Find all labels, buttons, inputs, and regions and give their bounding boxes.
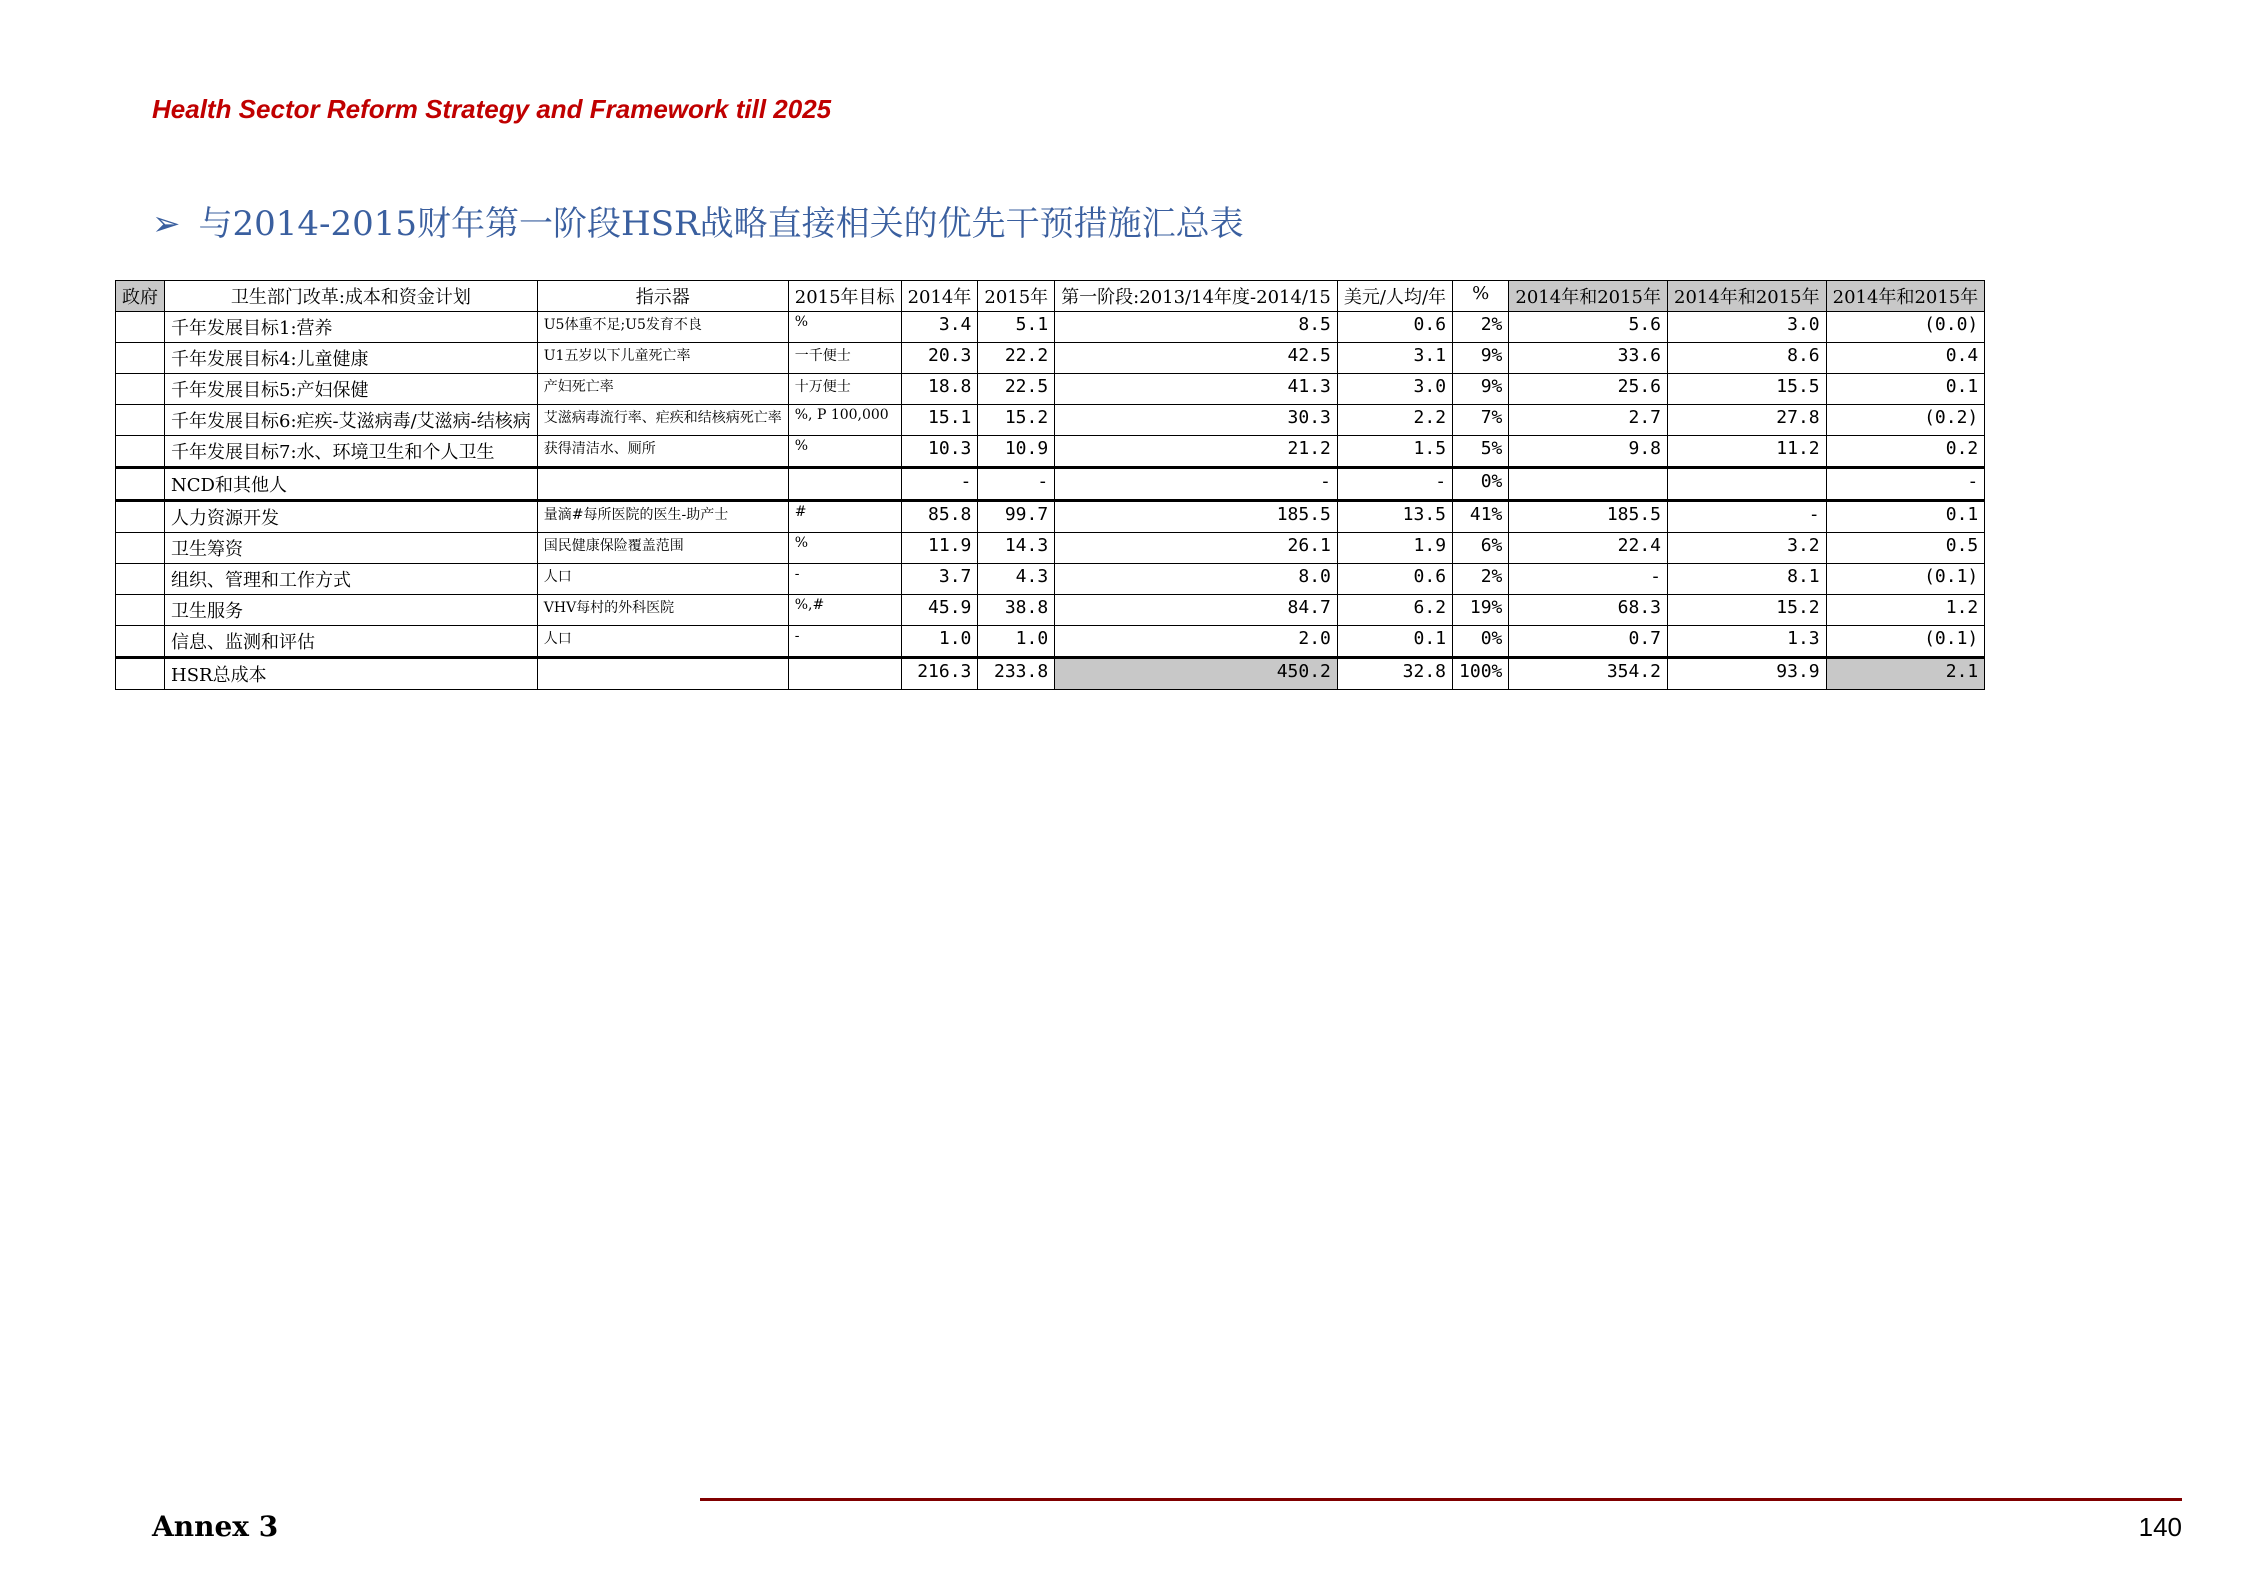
table-row: 千年发展目标5:产妇保健 产妇死亡率 十万便士 18.8 22.5 41.3 3.0 9% 25.6 15.5 0.1 [116, 374, 1985, 405]
header-2015: 2015年 [978, 281, 1055, 312]
table-row: 人力资源开发 量滴#每所医院的医生-助产士 # 85.8 99.7 185.5 13.5 41% 185.5 - 0.1 [116, 501, 1985, 533]
table-row: 组织、管理和工作方式 人口 - 3.7 4.3 8.0 0.6 2% - 8.1 (0.1) [116, 564, 1985, 595]
header-partner: 2014年和2015年 [1668, 281, 1827, 312]
summary-table [115, 280, 2165, 690]
table-row: 千年发展目标7:水、环境卫生和个人卫生 获得清洁水、厕所 % 10.3 10.9 21.2 1.5 5% 9.8 11.2 0.2 [116, 436, 1985, 468]
header-government: 政府 [116, 281, 165, 312]
page-number: 140 [2138, 1512, 2182, 1542]
annex-label: Annex 3 [152, 1510, 279, 1543]
header-gap: 2014年和2015年 [1826, 281, 1985, 312]
header-phase: 第一阶段:2013/14年度-2014/15 [1055, 281, 1338, 312]
header-plan: 卫生部门改革:成本和资金计划 [165, 281, 538, 312]
table-row: HSR总成本 216.3 233.8 450.2 32.8 100% 354.2 93.9 2.1 [116, 658, 1985, 690]
table-row: NCD和其他人 - - - - 0% - [116, 468, 1985, 501]
header-pct: % [1453, 281, 1509, 312]
table-row: 卫生筹资 国民健康保险覆盖范围 % 11.9 14.3 26.1 1.9 6% 22.4 3.2 0.5 [116, 533, 1985, 564]
header-2014: 2014年 [901, 281, 978, 312]
table-row: 千年发展目标6:疟疾-艾滋病毒/艾滋病-结核病 艾滋病毒流行率、疟疾和结核病死亡率 %, P 100,000 15.1 15.2 30.3 2.2 7% 2.7 27.8 (0.2) [116, 405, 1985, 436]
header-usd-percap: 美元/人均/年 [1337, 281, 1452, 312]
section-subtitle: ➢ 与2014-2015财年第一阶段HSR战略直接相关的优先干预措施汇总表 [152, 204, 1244, 244]
table-row: 千年发展目标4:儿童健康 U1五岁以下儿童死亡率 一千便士 20.3 22.2 42.5 3.1 9% 33.6 8.6 0.4 [116, 343, 1985, 374]
header-2015-target: 2015年目标 [788, 281, 901, 312]
header-indicator: 指示器 [537, 281, 788, 312]
table-row: 卫生服务 VHV每村的外科医院 %,# 45.9 38.8 84.7 6.2 19% 68.3 15.2 1.2 [116, 595, 1985, 626]
footer-rule [700, 1498, 2182, 1501]
table-row: 千年发展目标1:营养 U5体重不足;U5发育不良 % 3.4 5.1 8.5 0.6 2% 5.6 3.0 (0.0) [116, 312, 1985, 343]
table-row: 信息、监测和评估 人口 - 1.0 1.0 2.0 0.1 0% 0.7 1.3 (0.1) [116, 626, 1985, 658]
document-header-title: Health Sector Reform Strategy and Framework till 2025 [152, 94, 832, 124]
header-gol: 2014年和2015年 [1509, 281, 1668, 312]
